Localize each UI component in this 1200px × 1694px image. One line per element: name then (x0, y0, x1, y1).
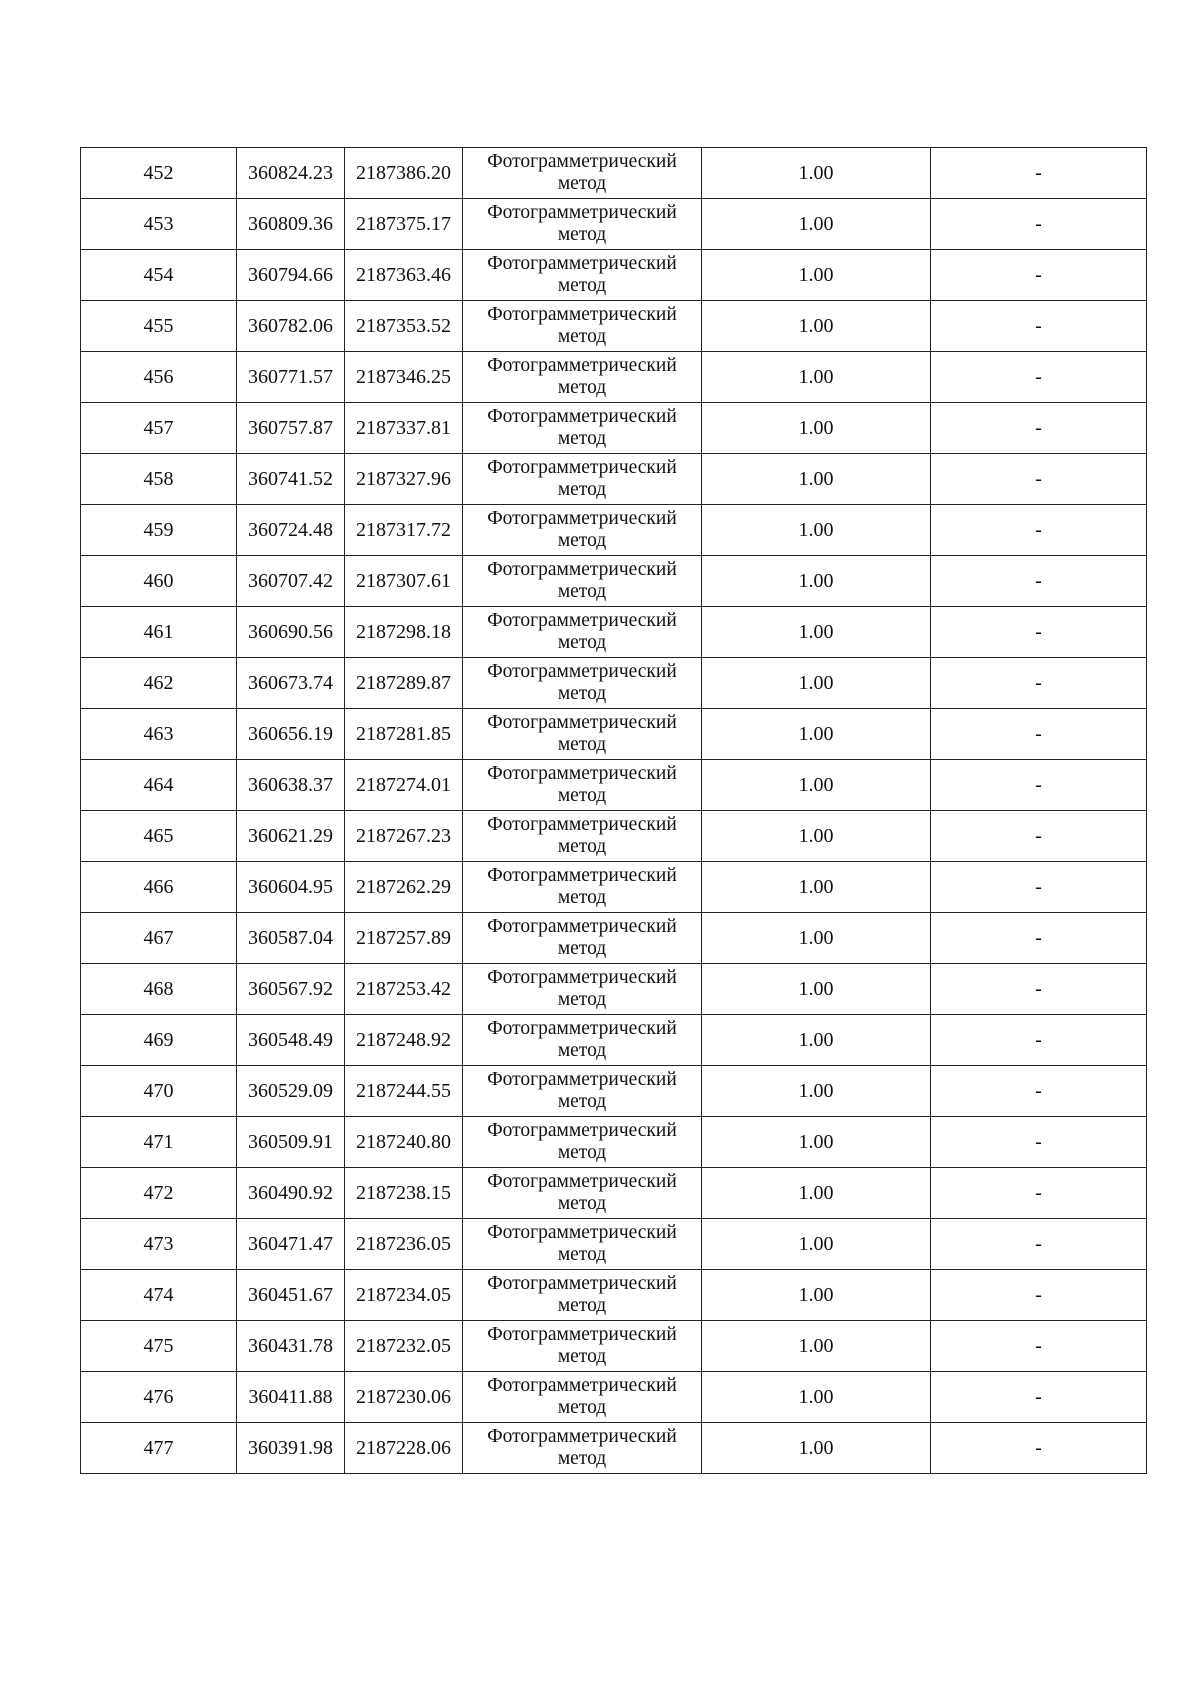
note-cell: - (931, 1168, 1147, 1219)
accuracy-cell: 1.00 (702, 148, 931, 199)
y-coordinate-cell: 2187298.18 (345, 607, 463, 658)
table-row (81, 964, 1147, 1015)
method-cell: Фотограмметрический метод (463, 913, 702, 964)
note-cell: - (931, 1372, 1147, 1423)
y-coordinate-cell: 2187230.06 (345, 1372, 463, 1423)
table-body (81, 148, 1147, 1474)
accuracy-cell: 1.00 (702, 658, 931, 709)
note-cell: - (931, 1015, 1147, 1066)
note-cell: - (931, 352, 1147, 403)
point-number-cell: 461 (81, 607, 237, 658)
note-cell: - (931, 148, 1147, 199)
y-coordinate-cell: 2187228.06 (345, 1423, 463, 1474)
method-cell: Фотограмметрический метод (463, 811, 702, 862)
table-row (81, 607, 1147, 658)
x-coordinate-cell: 360451.67 (237, 1270, 345, 1321)
method-cell: Фотограмметрический метод (463, 352, 702, 403)
table-row (81, 913, 1147, 964)
note-cell: - (931, 811, 1147, 862)
accuracy-cell: 1.00 (702, 301, 931, 352)
accuracy-cell: 1.00 (702, 709, 931, 760)
table-row (81, 250, 1147, 301)
method-cell: Фотограмметрический метод (463, 1066, 702, 1117)
method-cell: Фотограмметрический метод (463, 1270, 702, 1321)
y-coordinate-cell: 2187317.72 (345, 505, 463, 556)
point-number-cell: 460 (81, 556, 237, 607)
y-coordinate-cell: 2187257.89 (345, 913, 463, 964)
method-cell: Фотограмметрический метод (463, 301, 702, 352)
method-cell: Фотограмметрический метод (463, 556, 702, 607)
point-number-cell: 465 (81, 811, 237, 862)
point-number-cell: 474 (81, 1270, 237, 1321)
y-coordinate-cell: 2187244.55 (345, 1066, 463, 1117)
point-number-cell: 468 (81, 964, 237, 1015)
table-row (81, 862, 1147, 913)
point-number-cell: 463 (81, 709, 237, 760)
table-row (81, 301, 1147, 352)
x-coordinate-cell: 360724.48 (237, 505, 345, 556)
x-coordinate-cell: 360509.91 (237, 1117, 345, 1168)
point-number-cell: 456 (81, 352, 237, 403)
accuracy-cell: 1.00 (702, 1015, 931, 1066)
point-number-cell: 475 (81, 1321, 237, 1372)
coordinates-table (80, 147, 1147, 1474)
table-row (81, 1015, 1147, 1066)
y-coordinate-cell: 2187262.29 (345, 862, 463, 913)
note-cell: - (931, 607, 1147, 658)
accuracy-cell: 1.00 (702, 454, 931, 505)
method-cell: Фотограмметрический метод (463, 862, 702, 913)
table-row (81, 658, 1147, 709)
accuracy-cell: 1.00 (702, 505, 931, 556)
x-coordinate-cell: 360548.49 (237, 1015, 345, 1066)
table-row (81, 1219, 1147, 1270)
table-row (81, 1270, 1147, 1321)
table-row (81, 709, 1147, 760)
table-row (81, 505, 1147, 556)
table-row (81, 556, 1147, 607)
note-cell: - (931, 1321, 1147, 1372)
note-cell: - (931, 454, 1147, 505)
method-cell: Фотограмметрический метод (463, 1015, 702, 1066)
accuracy-cell: 1.00 (702, 250, 931, 301)
accuracy-cell: 1.00 (702, 1372, 931, 1423)
accuracy-cell: 1.00 (702, 811, 931, 862)
method-cell: Фотограмметрический метод (463, 709, 702, 760)
y-coordinate-cell: 2187307.61 (345, 556, 463, 607)
point-number-cell: 472 (81, 1168, 237, 1219)
y-coordinate-cell: 2187327.96 (345, 454, 463, 505)
table-row (81, 454, 1147, 505)
x-coordinate-cell: 360741.52 (237, 454, 345, 505)
x-coordinate-cell: 360431.78 (237, 1321, 345, 1372)
x-coordinate-cell: 360690.56 (237, 607, 345, 658)
method-cell: Фотограмметрический метод (463, 964, 702, 1015)
y-coordinate-cell: 2187238.15 (345, 1168, 463, 1219)
note-cell: - (931, 556, 1147, 607)
x-coordinate-cell: 360782.06 (237, 301, 345, 352)
method-cell: Фотограмметрический метод (463, 1321, 702, 1372)
note-cell: - (931, 709, 1147, 760)
note-cell: - (931, 1219, 1147, 1270)
x-coordinate-cell: 360471.47 (237, 1219, 345, 1270)
point-number-cell: 458 (81, 454, 237, 505)
table-row (81, 352, 1147, 403)
method-cell: Фотограмметрический метод (463, 1423, 702, 1474)
x-coordinate-cell: 360809.36 (237, 199, 345, 250)
point-number-cell: 471 (81, 1117, 237, 1168)
point-number-cell: 466 (81, 862, 237, 913)
method-cell: Фотограмметрический метод (463, 199, 702, 250)
table-row (81, 1423, 1147, 1474)
table-row (81, 148, 1147, 199)
method-cell: Фотограмметрический метод (463, 1168, 702, 1219)
method-cell: Фотограмметрический метод (463, 403, 702, 454)
accuracy-cell: 1.00 (702, 352, 931, 403)
x-coordinate-cell: 360604.95 (237, 862, 345, 913)
note-cell: - (931, 658, 1147, 709)
accuracy-cell: 1.00 (702, 913, 931, 964)
y-coordinate-cell: 2187353.52 (345, 301, 463, 352)
y-coordinate-cell: 2187363.46 (345, 250, 463, 301)
point-number-cell: 452 (81, 148, 237, 199)
method-cell: Фотограмметрический метод (463, 148, 702, 199)
method-cell: Фотограмметрический метод (463, 1372, 702, 1423)
point-number-cell: 470 (81, 1066, 237, 1117)
x-coordinate-cell: 360391.98 (237, 1423, 345, 1474)
note-cell: - (931, 1270, 1147, 1321)
y-coordinate-cell: 2187232.05 (345, 1321, 463, 1372)
accuracy-cell: 1.00 (702, 1423, 931, 1474)
accuracy-cell: 1.00 (702, 1117, 931, 1168)
table-row (81, 1372, 1147, 1423)
y-coordinate-cell: 2187234.05 (345, 1270, 463, 1321)
y-coordinate-cell: 2187337.81 (345, 403, 463, 454)
x-coordinate-cell: 360567.92 (237, 964, 345, 1015)
point-number-cell: 469 (81, 1015, 237, 1066)
point-number-cell: 467 (81, 913, 237, 964)
y-coordinate-cell: 2187375.17 (345, 199, 463, 250)
accuracy-cell: 1.00 (702, 862, 931, 913)
accuracy-cell: 1.00 (702, 1168, 931, 1219)
accuracy-cell: 1.00 (702, 607, 931, 658)
note-cell: - (931, 1423, 1147, 1474)
accuracy-cell: 1.00 (702, 199, 931, 250)
x-coordinate-cell: 360411.88 (237, 1372, 345, 1423)
accuracy-cell: 1.00 (702, 1219, 931, 1270)
accuracy-cell: 1.00 (702, 1066, 931, 1117)
x-coordinate-cell: 360656.19 (237, 709, 345, 760)
note-cell: - (931, 760, 1147, 811)
y-coordinate-cell: 2187386.20 (345, 148, 463, 199)
accuracy-cell: 1.00 (702, 403, 931, 454)
x-coordinate-cell: 360757.87 (237, 403, 345, 454)
accuracy-cell: 1.00 (702, 1270, 931, 1321)
point-number-cell: 459 (81, 505, 237, 556)
x-coordinate-cell: 360707.42 (237, 556, 345, 607)
method-cell: Фотограмметрический метод (463, 454, 702, 505)
method-cell: Фотограмметрический метод (463, 658, 702, 709)
accuracy-cell: 1.00 (702, 1321, 931, 1372)
accuracy-cell: 1.00 (702, 964, 931, 1015)
method-cell: Фотограмметрический метод (463, 1117, 702, 1168)
x-coordinate-cell: 360771.57 (237, 352, 345, 403)
x-coordinate-cell: 360824.23 (237, 148, 345, 199)
note-cell: - (931, 964, 1147, 1015)
y-coordinate-cell: 2187267.23 (345, 811, 463, 862)
y-coordinate-cell: 2187253.42 (345, 964, 463, 1015)
accuracy-cell: 1.00 (702, 760, 931, 811)
note-cell: - (931, 199, 1147, 250)
point-number-cell: 455 (81, 301, 237, 352)
method-cell: Фотограмметрический метод (463, 760, 702, 811)
x-coordinate-cell: 360621.29 (237, 811, 345, 862)
point-number-cell: 464 (81, 760, 237, 811)
point-number-cell: 454 (81, 250, 237, 301)
y-coordinate-cell: 2187240.80 (345, 1117, 463, 1168)
x-coordinate-cell: 360587.04 (237, 913, 345, 964)
table-row (81, 1117, 1147, 1168)
method-cell: Фотограмметрический метод (463, 1219, 702, 1270)
point-number-cell: 457 (81, 403, 237, 454)
y-coordinate-cell: 2187236.05 (345, 1219, 463, 1270)
note-cell: - (931, 250, 1147, 301)
x-coordinate-cell: 360490.92 (237, 1168, 345, 1219)
table-row (81, 403, 1147, 454)
x-coordinate-cell: 360673.74 (237, 658, 345, 709)
method-cell: Фотограмметрический метод (463, 505, 702, 556)
note-cell: - (931, 505, 1147, 556)
method-cell: Фотограмметрический метод (463, 607, 702, 658)
note-cell: - (931, 301, 1147, 352)
x-coordinate-cell: 360529.09 (237, 1066, 345, 1117)
method-cell: Фотограмметрический метод (463, 250, 702, 301)
note-cell: - (931, 862, 1147, 913)
y-coordinate-cell: 2187274.01 (345, 760, 463, 811)
note-cell: - (931, 913, 1147, 964)
note-cell: - (931, 1117, 1147, 1168)
point-number-cell: 473 (81, 1219, 237, 1270)
y-coordinate-cell: 2187281.85 (345, 709, 463, 760)
note-cell: - (931, 403, 1147, 454)
accuracy-cell: 1.00 (702, 556, 931, 607)
point-number-cell: 477 (81, 1423, 237, 1474)
point-number-cell: 476 (81, 1372, 237, 1423)
table-row (81, 1168, 1147, 1219)
x-coordinate-cell: 360638.37 (237, 760, 345, 811)
table-row (81, 811, 1147, 862)
note-cell: - (931, 1066, 1147, 1117)
point-number-cell: 453 (81, 199, 237, 250)
table-row (81, 199, 1147, 250)
table-row (81, 760, 1147, 811)
point-number-cell: 462 (81, 658, 237, 709)
y-coordinate-cell: 2187248.92 (345, 1015, 463, 1066)
y-coordinate-cell: 2187289.87 (345, 658, 463, 709)
table-row (81, 1066, 1147, 1117)
table-row (81, 1321, 1147, 1372)
x-coordinate-cell: 360794.66 (237, 250, 345, 301)
y-coordinate-cell: 2187346.25 (345, 352, 463, 403)
